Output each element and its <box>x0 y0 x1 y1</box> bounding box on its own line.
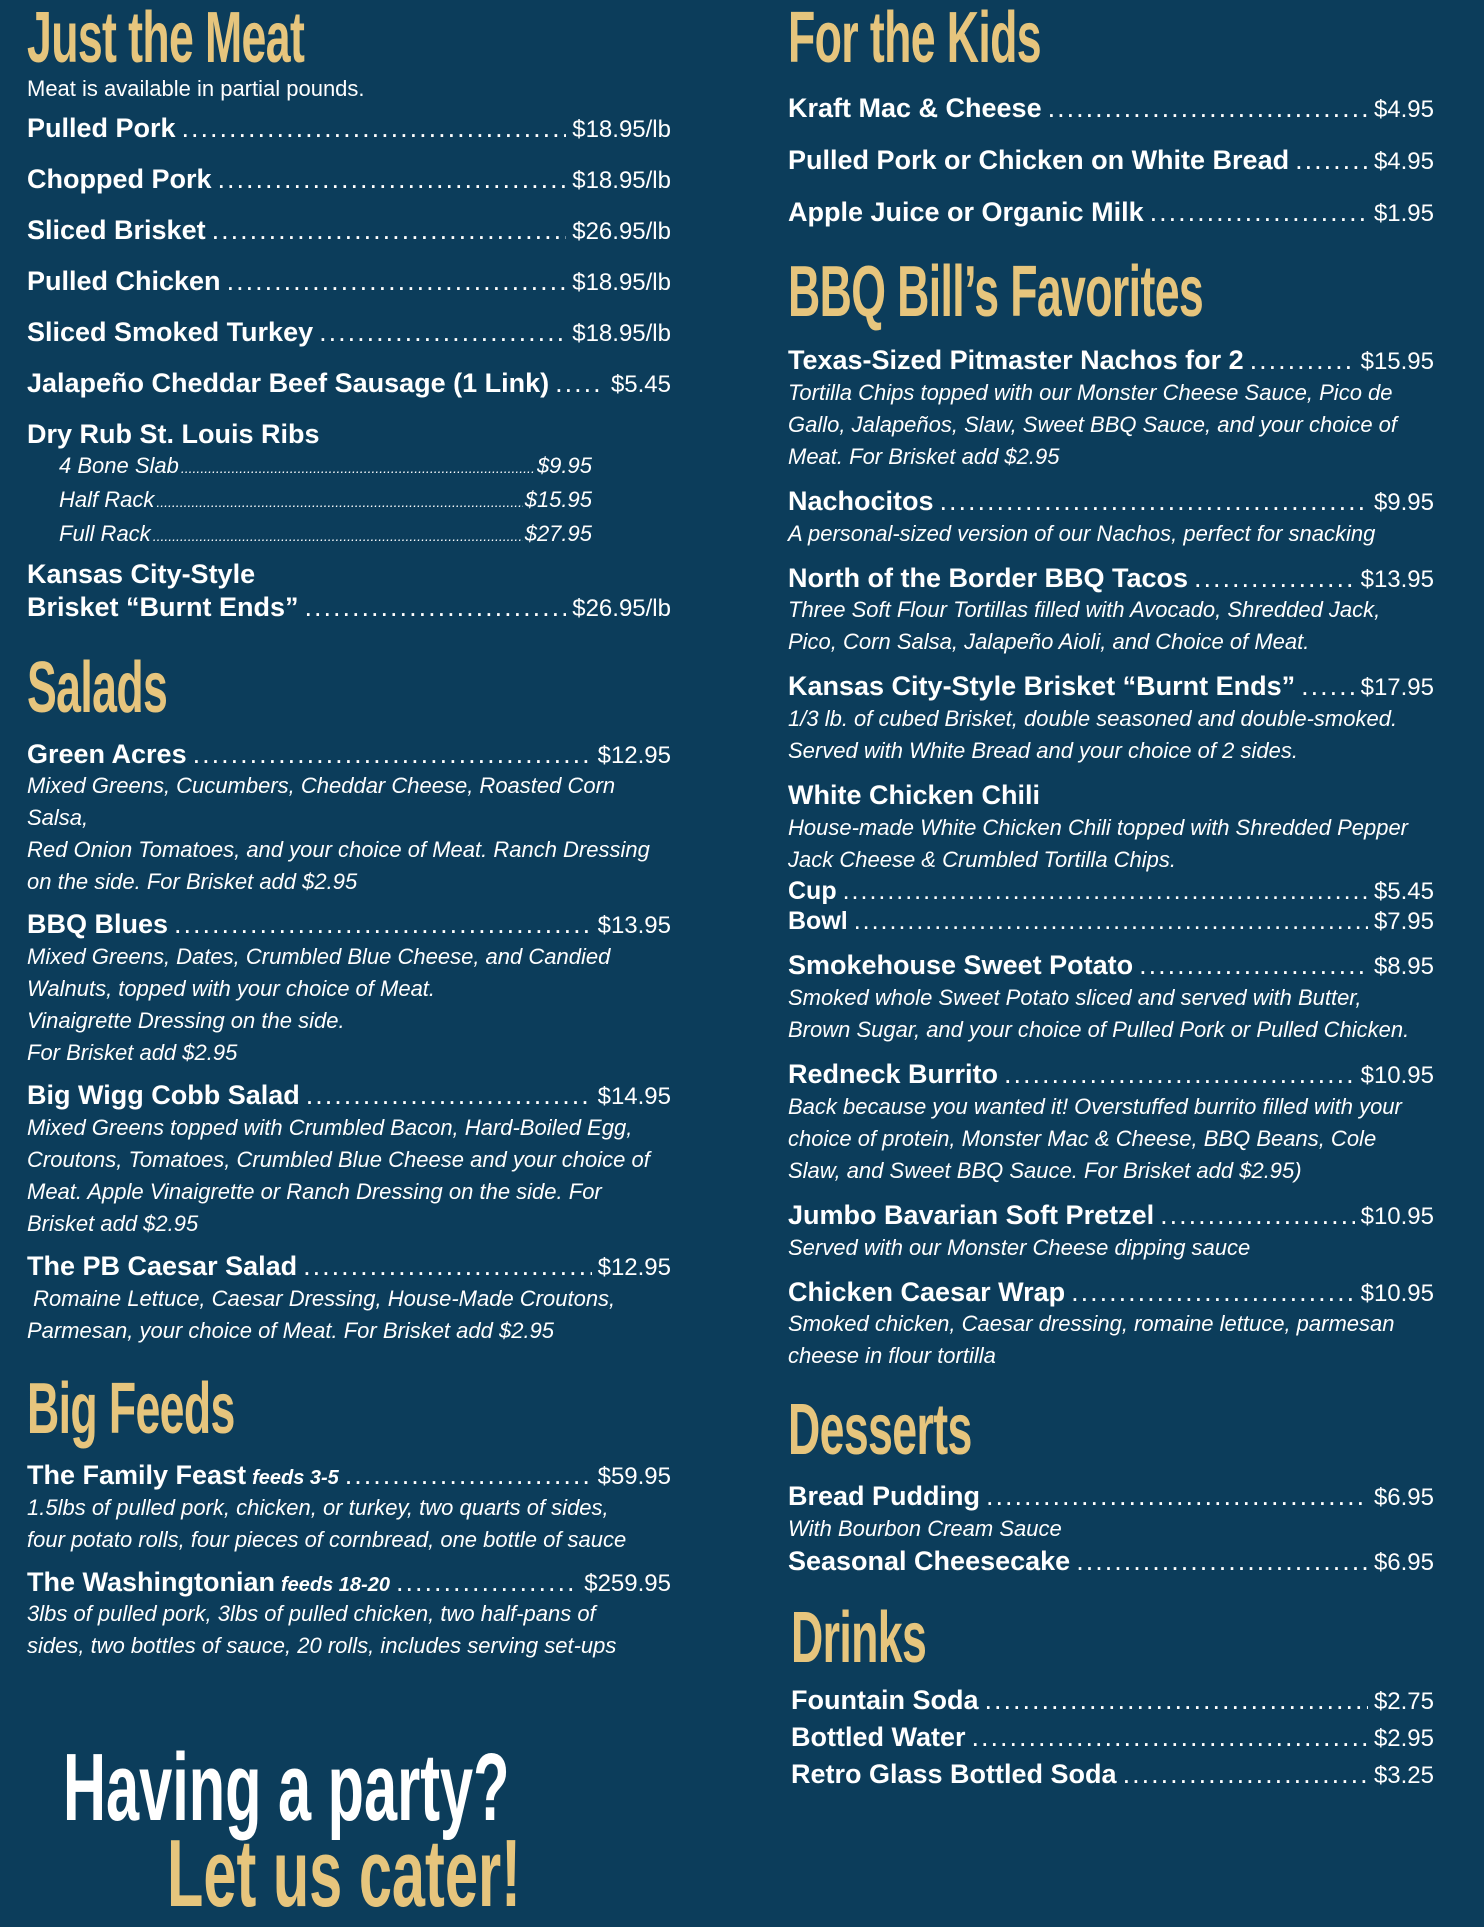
burnt-ends-line1: Kansas City-Style <box>27 559 256 590</box>
leader-dots <box>1139 949 1368 981</box>
ribs-heading: Dry Rub St. Louis Ribs <box>27 419 320 449</box>
menu-item: Fountain Soda ..... $2.75 <box>791 1684 1434 1721</box>
leader-dots <box>182 112 567 144</box>
favorite-item: Texas-Sized Pitmaster Nachos for 2 ..... $15.95 Tortilla Chips topped with our Monster Cheese Sauce, Pico de Gallo, Jalapeños, Slaw, Sweet BBQ Sauce, and your choice of Meat. For Brisket add $2.95 <box>788 344 1434 473</box>
leader-dots <box>1048 92 1368 124</box>
ribs-option: Half Rack ..... $15.95 <box>27 484 592 518</box>
favorite-item-chili: White Chicken Chili House-made White Chicken Chili topped with Shredded Pepper Jack Cheese & Crumbled Tortilla Chips. Cup ..... $5.45 Bowl ..... $7.95 <box>788 779 1434 937</box>
favorite-item: North of the Border BBQ Tacos ..... $13.95 Three Soft Flour Tortillas filled with Avocado, Shredded Jack, Pico, Corn Salsa, Jalapeño Aioli, and Choice of Meat. <box>788 562 1434 659</box>
meat-heading: Just the Meat <box>27 0 305 78</box>
menu-item: Bottled Water ..... $2.95 <box>791 1721 1434 1758</box>
menu-item: Sliced Brisket ..... $26.95/lb <box>27 214 671 265</box>
leader-dots <box>1301 670 1354 702</box>
salad-item: Big Wigg Cobb Salad ..... $14.95 Mixed Greens topped with Crumbled Bacon, Hard-Boiled Egg, Croutons, Tomatoes, Crumbled Blue Cheese and your choice of Meat. Apple Vinaigrette or Ranch Dressing on the side. For Brisket add $2.95 <box>27 1079 671 1240</box>
leader-dots <box>1123 1758 1368 1790</box>
menu-item: Apple Juice or Organic Milk ..... $1.95 <box>788 196 1434 248</box>
promo-line1: Having a party? <box>63 1734 510 1841</box>
leader-dots <box>303 1250 591 1282</box>
leader-dots <box>986 1480 1368 1512</box>
leader-dots <box>854 906 1368 936</box>
menu-item: Sliced Smoked Turkey ..... $18.95/lb <box>27 316 671 367</box>
leader-dots <box>1076 1545 1368 1577</box>
big-feed-item: The Family Feast feeds 3-5 ..... $59.95 1.5lbs of pulled pork, chicken, or turkey, two quarts of sides, four potato rolls, four pieces of cornbread, one bottle of sauce <box>27 1459 671 1556</box>
favorite-item: Jumbo Bavarian Soft Pretzel ..... $10.95 Served with our Monster Cheese dipping sauce <box>788 1199 1434 1264</box>
drinks-heading: Drinks <box>791 1597 927 1678</box>
salad-item: BBQ Blues ..... $13.95 Mixed Greens, Dates, Crumbled Blue Cheese, and Candied Walnuts, topped with your choice of Meat. Vinaigrette Dressing on the side. For Brisket add $2.95 <box>27 908 671 1069</box>
leader-dots <box>193 738 592 770</box>
leader-dots <box>940 485 1368 517</box>
menu-item: Chopped Pork ..... $18.95/lb <box>27 163 671 214</box>
favorite-item: Kansas City-Style Brisket “Burnt Ends” ..... $17.95 1/3 lb. of cubed Brisket, double seasoned and double-smoked. Served with White Bread and your choice of 2 sides. <box>788 670 1434 767</box>
leader-dots <box>218 163 567 195</box>
menu-item: Pulled Chicken ..... $18.95/lb <box>27 265 671 316</box>
leader-dots <box>555 367 605 399</box>
ribs-option: 4 Bone Slab ..... $9.95 <box>27 450 592 484</box>
leader-dots <box>1071 1276 1354 1308</box>
salads-heading: Salads <box>27 647 168 728</box>
desserts-heading: Desserts <box>788 1390 972 1471</box>
big-feeds-heading: Big Feeds <box>27 1368 235 1449</box>
menu-item: Pulled Pork or Chicken on White Bread ..... $4.95 <box>788 144 1434 196</box>
favorite-item: Redneck Burrito ..... $10.95 Back because you wanted it! Overstuffed burrito filled with your choice of protein, Monster Mac & Cheese, BBQ Beans, Cole Slaw, and Sweet BBQ Sauce. For Brisket add $2.95) <box>788 1058 1434 1187</box>
big-feed-item: The Washingtonian feeds 18-20 ..... $259.95 3lbs of pulled pork, 3lbs of pulled chicken, two half-pans of sides, two bottles of sauce, 20 rolls, includes serving set-ups <box>27 1566 671 1663</box>
leader-dots <box>1250 344 1355 376</box>
salad-item: Green Acres ..... $12.95 Mixed Greens, Cucumbers, Cheddar Cheese, Roasted Corn Salsa, Red Onion Tomatoes, and your choice of Meat. Ranch Dressing on the side. For Brisket add $2.95 <box>27 738 671 899</box>
leader-dots <box>174 908 592 940</box>
menu-item: Seasonal Cheesecake ..... $6.95 <box>788 1545 1434 1578</box>
leader-dots <box>1160 1199 1354 1231</box>
leader-dots <box>972 1721 1368 1753</box>
salad-item: The PB Caesar Salad ..... $12.95 Romaine Lettuce, Caesar Dressing, House-Made Croutons, Parmesan, your choice of Meat. For Brisket add $2.95 <box>27 1250 671 1347</box>
leader-dots <box>396 1566 578 1598</box>
leader-dots <box>153 521 523 552</box>
chili-bowl: Bowl ..... $7.95 <box>788 906 1434 937</box>
menu-item: Retro Glass Bottled Soda ..... $3.25 <box>791 1758 1434 1795</box>
leader-dots <box>345 1459 592 1491</box>
menu-item: Brisket “Burnt Ends” ..... $26.95/lb <box>27 591 671 624</box>
menu-item: Bread Pudding ..... $6.95 <box>788 1480 1434 1513</box>
leader-dots <box>1194 562 1355 594</box>
leader-dots <box>319 316 566 348</box>
ribs-option: Full Rack ..... $27.95 <box>27 518 592 552</box>
dessert-desc: With Bourbon Cream Sauce <box>788 1516 1062 1542</box>
menu-item: Kraft Mac & Cheese ..... $4.95 <box>788 92 1434 144</box>
leader-dots <box>1295 144 1368 176</box>
leader-dots <box>306 1079 592 1111</box>
favorite-item: Smokehouse Sweet Potato ..... $8.95 Smoked whole Sweet Potato sliced and served with Butter, Brown Sugar, and your choice of Pulled Pork or Pulled Chicken. <box>788 949 1434 1046</box>
leader-dots <box>212 214 567 246</box>
leader-dots <box>843 876 1368 906</box>
menu-item: Jalapeño Cheddar Beef Sausage (1 Link) ..... $5.45 <box>27 367 671 418</box>
leader-dots <box>1150 196 1368 228</box>
leader-dots <box>1004 1058 1355 1090</box>
leader-dots <box>305 591 567 623</box>
leader-dots <box>181 453 535 484</box>
meat-subtitle: Meat is available in partial pounds. <box>27 76 365 101</box>
left-column <box>27 0 671 1662</box>
promo-line2: Let us cater! <box>167 1820 521 1927</box>
right-column <box>788 0 1434 1795</box>
favorites-heading: BBQ Bill’s Favorites <box>788 252 1204 332</box>
leader-dots <box>227 265 567 297</box>
kids-heading: For the Kids <box>788 0 1041 78</box>
leader-dots <box>984 1684 1367 1716</box>
favorite-item: Chicken Caesar Wrap ..... $10.95 Smoked chicken, Caesar dressing, romaine lettuce, parmesan cheese in flour tortilla <box>788 1276 1434 1373</box>
favorite-item: Nachocitos ..... $9.95 A personal-sized version of our Nachos, perfect for snacking <box>788 485 1434 550</box>
menu-item: Pulled Pork ..... $18.95/lb <box>27 112 671 163</box>
leader-dots <box>156 487 522 518</box>
chili-cup: Cup ..... $5.45 <box>788 876 1434 907</box>
